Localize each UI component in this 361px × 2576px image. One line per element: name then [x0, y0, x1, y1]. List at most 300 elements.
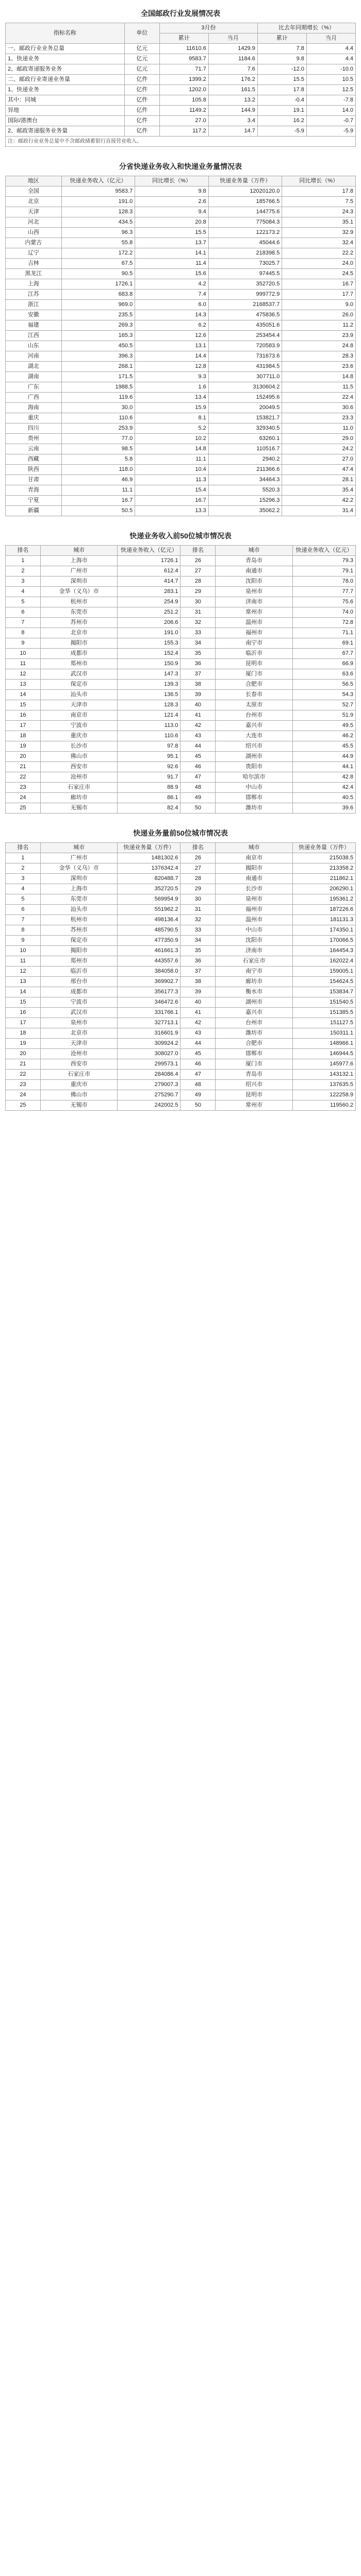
volume-growth-cell: 35.1: [282, 217, 356, 228]
revenue-cell: 75.6: [292, 597, 355, 607]
volume-header-row: [6, 843, 356, 853]
table-row: [6, 423, 356, 434]
volume-growth-cell: 32.4: [282, 238, 356, 248]
growth-cumulative-cell: 17.8: [257, 85, 306, 95]
rank-cell: 50: [180, 803, 216, 814]
city-cell: 长沙市: [216, 884, 292, 894]
volume-cell: 35062.2: [208, 506, 282, 516]
table-row: [6, 1100, 356, 1111]
rank-cell: 9: [6, 638, 41, 649]
revenue-cell: 235.5: [61, 310, 135, 320]
header-rank: 排名: [6, 546, 41, 556]
table-row: [6, 638, 356, 649]
revenue-cell: 46.2: [292, 731, 355, 741]
city-cell: 临沂市: [216, 649, 292, 659]
rank-cell: 31: [180, 905, 216, 915]
table-row: [6, 248, 356, 259]
region-cell: 西藏: [6, 454, 62, 465]
volume-cell: 279007.3: [118, 1080, 180, 1090]
rank-cell: 1: [6, 853, 41, 863]
table-row: [6, 1090, 356, 1100]
month-cell: 144.9: [208, 106, 257, 116]
volume-growth-cell: 24.0: [282, 259, 356, 269]
city-cell: 贵阳市: [216, 762, 292, 772]
revenue-growth-cell: 20.8: [135, 217, 209, 228]
table-row: [6, 607, 356, 618]
rank-cell: 17: [6, 721, 41, 731]
volume-cell: 477350.9: [118, 936, 180, 946]
header-growth: 比去年同期增长（%）: [257, 23, 355, 33]
volume-cell: 308027.0: [118, 1049, 180, 1059]
table-row: [6, 997, 356, 1008]
rank-cell: 2: [6, 863, 41, 874]
volume-cell: 211862.1: [292, 874, 355, 884]
header-march: 3月份: [159, 23, 257, 33]
revenue-header-row: [6, 546, 356, 556]
unit-cell: 亿件: [124, 85, 159, 95]
growth-cumulative-cell: 9.8: [257, 54, 306, 64]
provinces-title: 分省快递业务收入和快递业务量情况表: [119, 162, 242, 171]
revenue-cell: 67.5: [61, 259, 135, 269]
city-cell: 温州市: [216, 618, 292, 628]
volume-growth-cell: 17.7: [282, 290, 356, 300]
report-page: [0, 0, 361, 1115]
header-city: 城市: [40, 843, 117, 853]
volume-growth-cell: 11.0: [282, 423, 356, 434]
revenue-cell: 5.8: [61, 454, 135, 465]
volume-cell: 73025.7: [208, 259, 282, 269]
region-cell: 云南: [6, 444, 62, 454]
volume-cell: 316601.9: [118, 1028, 180, 1039]
volume-cell: 242002.5: [118, 1100, 180, 1111]
revenue-cell: 96.3: [61, 228, 135, 238]
indicator-cell: 其中：同城: [6, 95, 125, 106]
header-city: 城市: [40, 546, 117, 556]
volume-cell: 34464.3: [208, 475, 282, 485]
volume-cell: 435051.6: [208, 320, 282, 331]
revenue-growth-cell: 14.4: [135, 351, 209, 362]
revenue-growth-cell: 10.4: [135, 465, 209, 475]
city-cell: 常州市: [216, 607, 292, 618]
rank-cell: 2: [6, 566, 41, 577]
table-row: [6, 556, 356, 566]
table-row: [6, 434, 356, 444]
rank-cell: 44: [180, 741, 216, 752]
table-row: [6, 762, 356, 772]
cumulative-cell: 71.7: [159, 64, 208, 75]
volume-cell: 164454.3: [292, 946, 355, 956]
city-cell: 北京市: [40, 1028, 117, 1039]
provinces-header-row: [6, 176, 356, 187]
volume-growth-cell: 24.5: [282, 269, 356, 279]
rank-cell: 18: [6, 731, 41, 741]
volume-growth-cell: 24.2: [282, 444, 356, 454]
header-city: 城市: [216, 843, 292, 853]
revenue-cell: 139.3: [118, 680, 180, 690]
revenue-cell: 52.7: [292, 700, 355, 710]
unit-cell: 亿件: [124, 106, 159, 116]
volume-cell: 569954.9: [118, 894, 180, 905]
volume-cell: 384058.0: [118, 967, 180, 977]
revenue-growth-cell: 11.4: [135, 259, 209, 269]
indicator-cell: 2、邮政寄递服务业务量: [6, 126, 125, 137]
unit-cell: 亿件: [124, 116, 159, 126]
revenue-cell: 1726.1: [118, 556, 180, 566]
table-row: [6, 987, 356, 997]
unit-cell: 亿元: [124, 44, 159, 54]
revenue-cell: 44.1: [292, 762, 355, 772]
city-cell: 邯郸市: [216, 1049, 292, 1059]
table-row: [6, 894, 356, 905]
table-row: [6, 1070, 356, 1080]
rank-cell: 21: [6, 1059, 41, 1070]
revenue-cell: 136.5: [118, 690, 180, 700]
rank-cell: 46: [180, 762, 216, 772]
volume-cell: 3130604.2: [208, 382, 282, 393]
table-row: [6, 1028, 356, 1039]
rank-cell: 24: [6, 793, 41, 803]
revenue-growth-cell: 15.6: [135, 269, 209, 279]
rank-cell: 31: [180, 607, 216, 618]
header-month: 当月: [306, 33, 355, 44]
city-cell: 潍坊市: [216, 803, 292, 814]
volume-cell: 144775.6: [208, 207, 282, 217]
table-row: [6, 618, 356, 628]
revenue-growth-cell: 11.1: [135, 454, 209, 465]
table-row: [6, 372, 356, 382]
revenue-cell: 268.1: [61, 362, 135, 372]
rank-cell: 39: [180, 690, 216, 700]
volume-cell: 2940.2: [208, 454, 282, 465]
city-cell: 成都市: [40, 987, 117, 997]
revenue-cell: 251.2: [118, 607, 180, 618]
rank-cell: 14: [6, 987, 41, 997]
revenue-cell: 44.9: [292, 752, 355, 762]
rank-cell: 15: [6, 997, 41, 1008]
city-cell: 长沙市: [40, 741, 117, 752]
revenue-growth-cell: 9.4: [135, 207, 209, 217]
volume-cell: 731673.6: [208, 351, 282, 362]
table-row: [6, 874, 356, 884]
header-rank: 排名: [6, 843, 41, 853]
city-cell: 金华（义乌）市: [40, 863, 117, 874]
rank-cell: 12: [6, 669, 41, 680]
city-cell: 台州市: [216, 1018, 292, 1028]
rank-cell: 45: [180, 752, 216, 762]
revenue-cell: 67.7: [292, 649, 355, 659]
city-cell: 宁波市: [40, 721, 117, 731]
region-cell: 河北: [6, 217, 62, 228]
growth-month-cell: 4.4: [306, 44, 355, 54]
region-cell: 新疆: [6, 506, 62, 516]
table-row: [6, 649, 356, 659]
header-indicator: 指标名称: [6, 23, 125, 44]
volume-cell: 329340.5: [208, 423, 282, 434]
rank-cell: 8: [6, 628, 41, 638]
city-cell: 南京市: [216, 853, 292, 863]
rank-cell: 9: [6, 936, 41, 946]
city-cell: 西安市: [40, 762, 117, 772]
table-row: [6, 496, 356, 506]
city-cell: 临沂市: [40, 967, 117, 977]
city-cell: 上海市: [40, 556, 117, 566]
rank-cell: 34: [180, 936, 216, 946]
region-cell: 广西: [6, 393, 62, 403]
unit-cell: 亿件: [124, 95, 159, 106]
volume-growth-cell: 31.4: [282, 506, 356, 516]
city-cell: 西安市: [40, 1059, 117, 1070]
rank-cell: 27: [180, 566, 216, 577]
table-row: [6, 485, 356, 496]
rank-cell: 27: [180, 863, 216, 874]
city-cell: 衡水市: [216, 987, 292, 997]
revenue-cell: 42.8: [292, 772, 355, 783]
rank-cell: 15: [6, 700, 41, 710]
cumulative-cell: 11610.6: [159, 44, 208, 54]
region-cell: 山东: [6, 341, 62, 351]
rank-cell: 43: [180, 1028, 216, 1039]
city-cell: 南通市: [216, 874, 292, 884]
revenue-cell: 88.9: [118, 783, 180, 793]
revenue-growth-cell: 11.3: [135, 475, 209, 485]
header-volume-growth: 同比增长（%）: [282, 176, 356, 187]
city-cell: 厦门市: [216, 1059, 292, 1070]
volume-cell: 331766.1: [118, 1008, 180, 1018]
table-row: [6, 659, 356, 669]
overview-table: [5, 23, 356, 147]
volume-cell: 820488.7: [118, 874, 180, 884]
revenue-growth-cell: 13.1: [135, 341, 209, 351]
city-cell: 泉州市: [216, 894, 292, 905]
rank-cell: 37: [180, 669, 216, 680]
rank-cell: 50: [180, 1100, 216, 1111]
revenue-cell: 110.6: [118, 731, 180, 741]
region-cell: 贵州: [6, 434, 62, 444]
volume-top50-title: 快递业务量前50位城市情况表: [133, 829, 228, 837]
volume-cell: 153821.7: [208, 413, 282, 423]
rank-cell: 10: [6, 946, 41, 956]
volume-cell: 148966.1: [292, 1039, 355, 1049]
rank-cell: 29: [180, 884, 216, 894]
overview-note-row: [6, 137, 356, 147]
table-row: [6, 454, 356, 465]
revenue-cell: 49.5: [292, 721, 355, 731]
table-row: [6, 393, 356, 403]
revenue-cell: 396.3: [61, 351, 135, 362]
revenue-cell: 414.7: [118, 577, 180, 587]
revenue-cell: 92.6: [118, 762, 180, 772]
header-volume: 快递业务量（万件）: [118, 843, 180, 853]
rank-cell: 4: [6, 884, 41, 894]
revenue-cell: 172.2: [61, 248, 135, 259]
city-cell: 苏州市: [40, 925, 117, 936]
region-cell: 四川: [6, 423, 62, 434]
growth-month-cell: -10.0: [306, 64, 355, 75]
city-cell: 杭州市: [40, 915, 117, 925]
rank-cell: 11: [6, 659, 41, 669]
table-row: [6, 628, 356, 638]
revenue-cell: 119.6: [61, 393, 135, 403]
revenue-growth-cell: 15.4: [135, 485, 209, 496]
header-revenue-growth: 同比增长（%）: [135, 176, 209, 187]
table-row: [6, 207, 356, 217]
city-cell: 青岛市: [216, 556, 292, 566]
rank-cell: 17: [6, 1018, 41, 1028]
volume-cell: 143132.1: [292, 1070, 355, 1080]
rank-cell: 45: [180, 1049, 216, 1059]
volume-cell: 1376342.4: [118, 863, 180, 874]
city-cell: 廊坊市: [40, 793, 117, 803]
city-cell: 南京市: [40, 710, 117, 721]
rank-cell: 19: [6, 741, 41, 752]
revenue-growth-cell: 12.6: [135, 331, 209, 341]
growth-month-cell: 10.5: [306, 75, 355, 85]
revenue-cell: 79.3: [292, 556, 355, 566]
volume-cell: 110516.7: [208, 444, 282, 454]
region-cell: 浙江: [6, 300, 62, 310]
city-cell: 济南市: [216, 597, 292, 607]
revenue-cell: 128.3: [61, 207, 135, 217]
volume-growth-cell: 23.6: [282, 362, 356, 372]
table-row: [6, 863, 356, 874]
growth-cumulative-cell: 19.1: [257, 106, 306, 116]
volume-cell: 181131.3: [292, 915, 355, 925]
cumulative-cell: 9583.7: [159, 54, 208, 64]
rank-cell: 34: [180, 638, 216, 649]
header-cumulative: 累计: [257, 33, 306, 44]
rank-cell: 20: [6, 752, 41, 762]
rank-cell: 6: [6, 905, 41, 915]
table-row: [6, 238, 356, 248]
month-cell: 1429.9: [208, 44, 257, 54]
revenue-cell: 78.0: [292, 577, 355, 587]
region-cell: 北京: [6, 197, 62, 207]
volume-growth-cell: 23.9: [282, 331, 356, 341]
table-row: [6, 217, 356, 228]
rank-cell: 5: [6, 894, 41, 905]
revenue-cell: 95.1: [118, 752, 180, 762]
table-row: [6, 465, 356, 475]
city-cell: 揭阳市: [40, 946, 117, 956]
city-cell: 苏州市: [40, 618, 117, 628]
revenue-growth-cell: 6.2: [135, 320, 209, 331]
rank-cell: 36: [180, 659, 216, 669]
volume-cell: 999772.9: [208, 290, 282, 300]
volume-cell: 137635.5: [292, 1080, 355, 1090]
volume-cell: 145977.6: [292, 1059, 355, 1070]
indicator-cell: 二、邮政行业寄递业务量: [6, 75, 125, 85]
revenue-cell: 40.5: [292, 793, 355, 803]
rank-cell: 40: [180, 700, 216, 710]
city-cell: 湖州市: [216, 997, 292, 1008]
revenue-cell: 434.5: [61, 217, 135, 228]
volume-cell: 20049.5: [208, 403, 282, 413]
table-row: [6, 320, 356, 331]
table-row: [6, 106, 356, 116]
table-row: [6, 259, 356, 269]
revenue-cell: 54.3: [292, 690, 355, 700]
table-row: [6, 1059, 356, 1070]
volume-cell: 215038.5: [292, 853, 355, 863]
cumulative-cell: 1202.0: [159, 85, 208, 95]
revenue-cell: 254.9: [118, 597, 180, 607]
rank-cell: 46: [180, 1059, 216, 1070]
table-row: [6, 731, 356, 741]
city-cell: 揭阳市: [216, 863, 292, 874]
volume-cell: 309924.2: [118, 1039, 180, 1049]
volume-cell: 275290.7: [118, 1090, 180, 1100]
table-row: [6, 269, 356, 279]
table-row: [6, 54, 356, 64]
table-row: [6, 915, 356, 925]
revenue-cell: 113.0: [118, 721, 180, 731]
city-cell: 深圳市: [40, 874, 117, 884]
city-cell: 重庆市: [40, 731, 117, 741]
volume-cell: 720583.9: [208, 341, 282, 351]
month-cell: 161.5: [208, 85, 257, 95]
region-cell: 重庆: [6, 413, 62, 423]
volume-cell: 218398.5: [208, 248, 282, 259]
city-cell: 汕头市: [40, 905, 117, 915]
revenue-cell: 71.1: [292, 628, 355, 638]
volume-top50-table: [5, 842, 356, 1111]
header-revenue: 快递业务收入（亿元）: [292, 546, 355, 556]
volume-growth-cell: 42.2: [282, 496, 356, 506]
city-cell: 长春市: [216, 690, 292, 700]
table-row: [6, 506, 356, 516]
city-cell: 温州市: [216, 915, 292, 925]
indicator-cell: 一、邮政行业业务总量: [6, 44, 125, 54]
revenue-cell: 50.5: [61, 506, 135, 516]
revenue-cell: 86.1: [118, 793, 180, 803]
city-cell: 成都市: [40, 649, 117, 659]
city-cell: 佛山市: [40, 1090, 117, 1100]
city-cell: 中山市: [216, 783, 292, 793]
city-cell: 常州市: [216, 1100, 292, 1111]
region-cell: 江苏: [6, 290, 62, 300]
table-row: [6, 803, 356, 814]
volume-cell: 151127.5: [292, 1018, 355, 1028]
table-row: [6, 362, 356, 372]
city-cell: 南宁市: [216, 638, 292, 649]
header-city: 城市: [216, 546, 292, 556]
volume-growth-cell: 11.5: [282, 382, 356, 393]
city-cell: 东莞市: [40, 607, 117, 618]
revenue-growth-cell: 14.3: [135, 310, 209, 320]
region-cell: 河南: [6, 351, 62, 362]
rank-cell: 49: [180, 793, 216, 803]
rank-cell: 16: [6, 1008, 41, 1018]
rank-cell: 38: [180, 977, 216, 987]
rank-cell: 44: [180, 1039, 216, 1049]
rank-cell: 26: [180, 853, 216, 863]
unit-cell: 亿元: [124, 64, 159, 75]
volume-cell: 431984.5: [208, 362, 282, 372]
indicator-cell: 1、快递业务: [6, 54, 125, 64]
revenue-cell: 171.5: [61, 372, 135, 382]
region-cell: 湖南: [6, 372, 62, 382]
table-row: [6, 783, 356, 793]
rank-cell: 22: [6, 772, 41, 783]
header-revenue: 快递业务收入（亿元）: [61, 176, 135, 187]
revenue-cell: 283.1: [118, 587, 180, 597]
volume-cell: 211366.6: [208, 465, 282, 475]
revenue-growth-cell: 2.6: [135, 197, 209, 207]
volume-cell: 327713.1: [118, 1018, 180, 1028]
table-row: [6, 680, 356, 690]
overview-title: 全国邮政行业发展情况表: [141, 9, 220, 18]
revenue-growth-cell: 14.8: [135, 444, 209, 454]
